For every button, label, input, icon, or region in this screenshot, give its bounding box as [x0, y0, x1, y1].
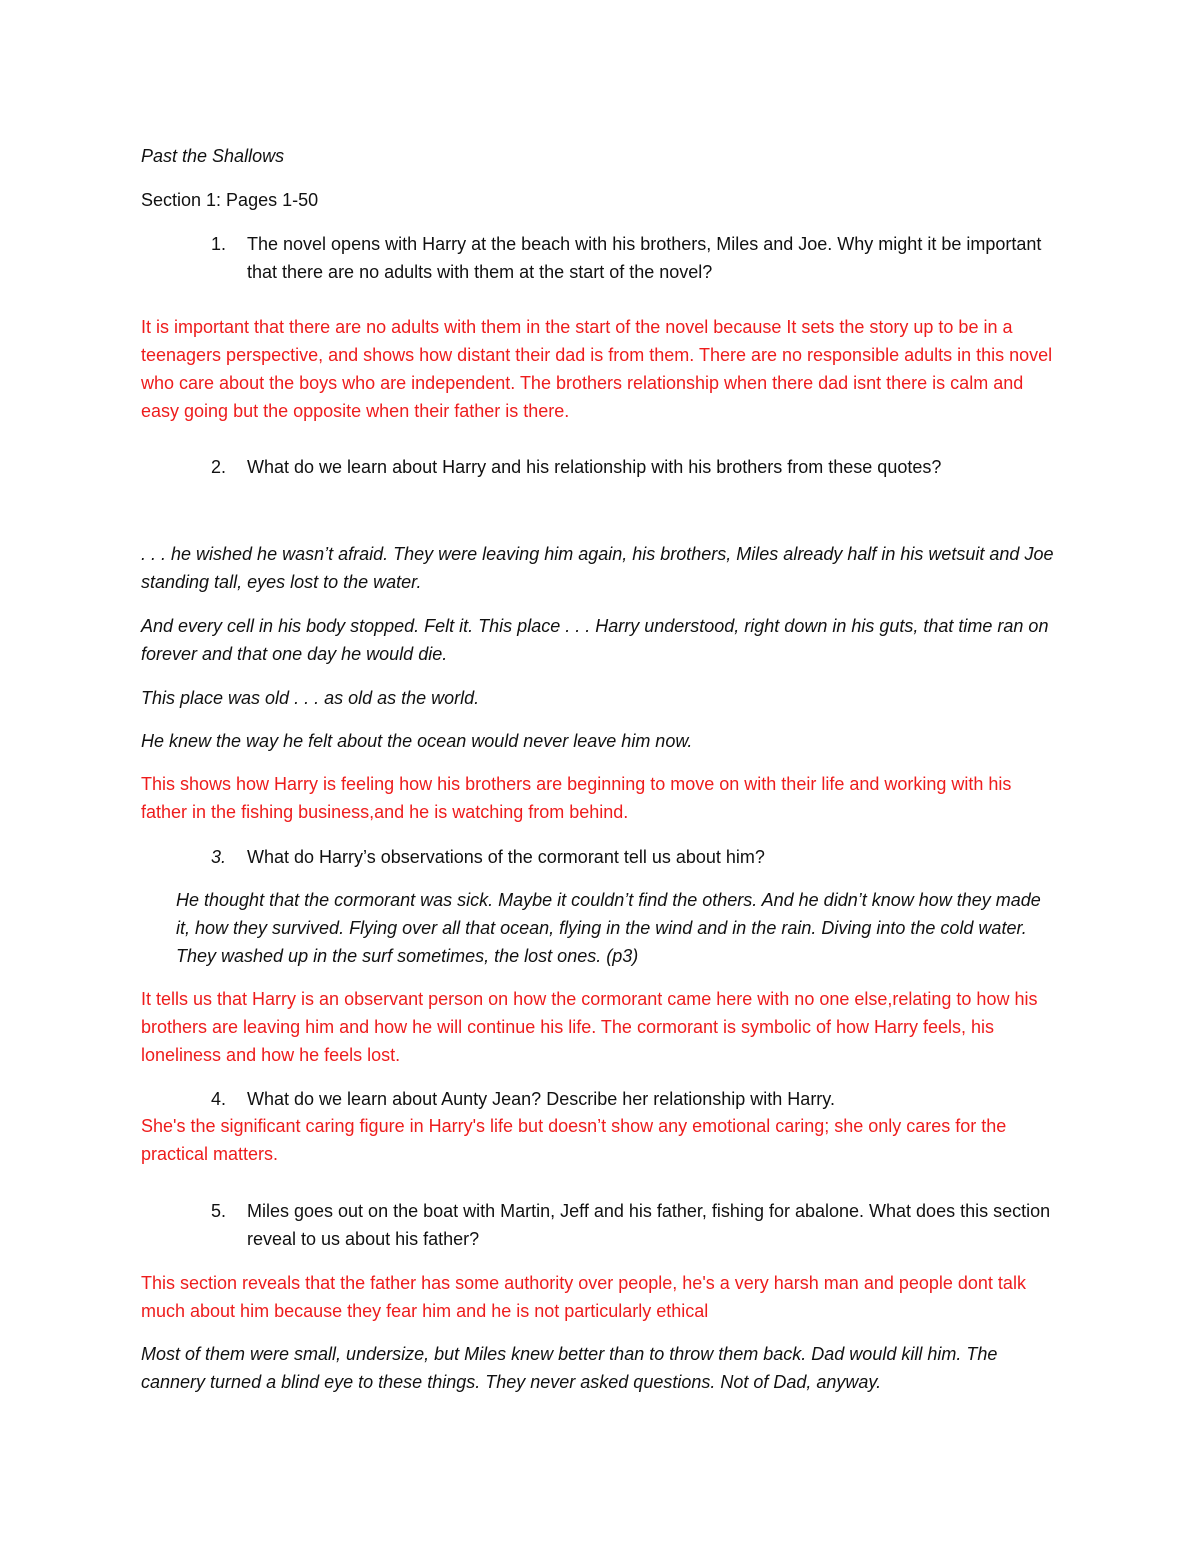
answer-5: This section reveals that the father has some authority over people, he's a very harsh man and people dont talk much about him because they fear him and he is not particularly ethical — [141, 1273, 1026, 1321]
question-4 — [211, 1085, 1071, 1113]
question-5 — [211, 1197, 1071, 1253]
question-text: The novel opens with Harry at the beach with his brothers, Miles and Joe. Why might it be important that there are no adults with them at the start of the novel? — [247, 234, 1042, 282]
question-number: 3. — [211, 847, 227, 867]
quote-2d: He knew the way he felt about the ocean would never leave him now. — [141, 731, 693, 751]
quote-2c: This place was old . . . as old as the world. — [141, 688, 480, 708]
answer-2: This shows how Harry is feeling how his brothers are beginning to move on with their life and working with his father in the fishing business,and he is watching from behind. — [141, 774, 1012, 822]
question-1 — [211, 230, 1071, 286]
question-text: What do we learn about Harry and his relationship with his brothers from these quotes? — [247, 457, 942, 477]
question-2 — [211, 453, 1071, 481]
quote-3: He thought that the cormorant was sick. Maybe it couldn’t find the others. And he didn’t know how they made it, how they survived. Flying over all that ocean, flying in the wind and in the rain. Diving into the cold water. They washed up in the surf sometimes, the lost ones. (p3) — [176, 890, 1041, 966]
answer-4: She's the significant caring figure in Harry's life but doesn’t show any emotional caring; she only cares for the practical matters. — [141, 1116, 1007, 1164]
document-title: Past the Shallows — [141, 146, 285, 166]
question-number: 2. — [211, 457, 227, 477]
section-heading: Section 1: Pages 1-50 — [141, 190, 319, 210]
quote-5: Most of them were small, undersize, but Miles knew better than to throw them back. Dad would kill him. The cannery turned a blind eye to these things. They never asked questions. Not of Dad, anyway. — [141, 1344, 998, 1392]
answer-1: It is important that there are no adults with them in the start of the novel because It sets the story up to be in a teenagers perspective, and shows how distant their dad is from them. There are no responsible adults in this novel who care about the boys who are independent. The brothers relationship when there dad isnt there is calm and easy going but the opposite when their father is there. — [141, 317, 1053, 421]
question-text: What do Harry’s observations of the cormorant tell us about him? — [247, 847, 765, 867]
question-3 — [211, 843, 1071, 871]
quote-2b: And every cell in his body stopped. Felt it. This place . . . Harry understood, right down in his guts, that time ran on forever and that one day he would die. — [141, 616, 1049, 664]
question-number: 1. — [211, 234, 227, 254]
question-text: What do we learn about Aunty Jean? Describe her relationship with Harry. — [247, 1089, 835, 1109]
question-text: Miles goes out on the boat with Martin, Jeff and his father, fishing for abalone. What does this section reveal to us about his father? — [247, 1201, 1051, 1249]
question-number: 4. — [211, 1089, 227, 1109]
quote-2a: . . . he wished he wasn’t afraid. They were leaving him again, his brothers, Miles already half in his wetsuit and Joe standing tall, eyes lost to the water. — [141, 544, 1054, 592]
answer-3: It tells us that Harry is an observant person on how the cormorant came here with no one else,relating to how his brothers are leaving him and how he will continue his life. The cormorant is symbolic of how Harry feels, his loneliness and how he feels lost. — [141, 989, 1038, 1065]
question-number: 5. — [211, 1201, 227, 1221]
